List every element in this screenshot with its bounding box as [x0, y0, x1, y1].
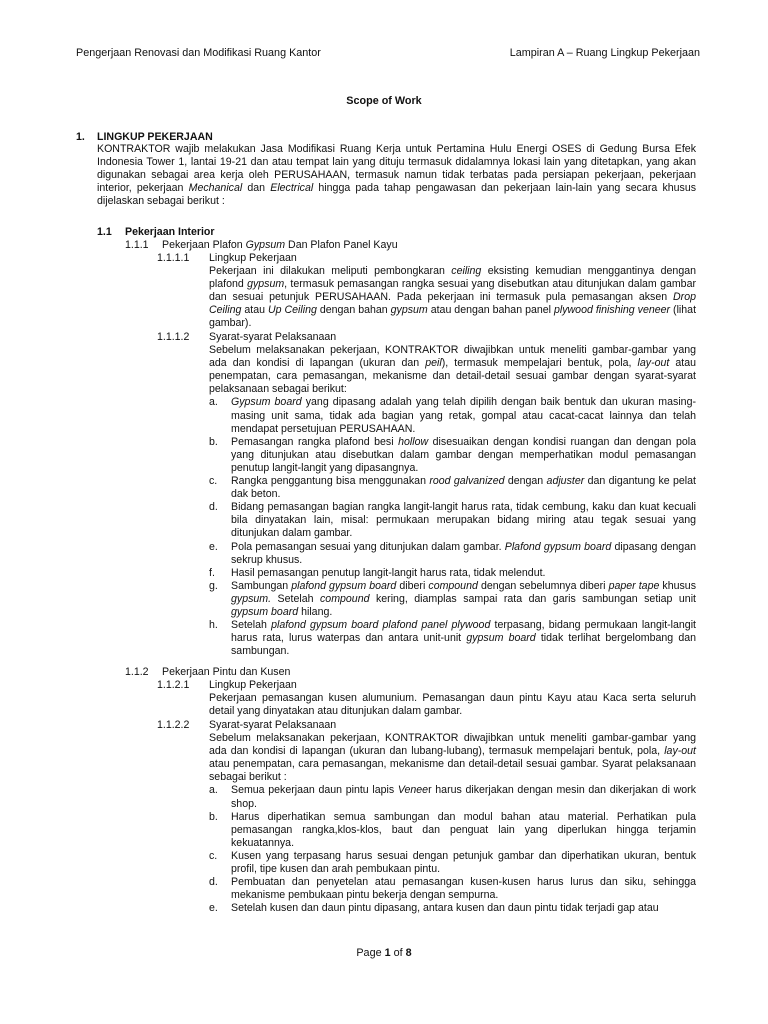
list-text-italic: compound: [320, 592, 370, 605]
list-text-italic: Plafond gypsum board: [504, 540, 612, 553]
subsection-title: Lingkup Pekerjaan: [209, 252, 297, 264]
list-text: [231, 811, 696, 850]
body-text: eksisting kemudian menggantinya dengan plafond: [209, 265, 697, 291]
subsection-heading: [157, 252, 696, 265]
list-text-italic: gypsum board: [466, 632, 536, 645]
list-text: [231, 567, 696, 580]
list-text-part: hilang.: [298, 605, 333, 618]
body-italic: ceiling: [451, 265, 482, 278]
subsection-number: 1.1.1.1: [157, 252, 190, 264]
list-item: [209, 850, 696, 876]
list-text-part: kering, diamplas sampai rata dan garis sambungan setiap unit: [369, 592, 696, 605]
subsection-heading: [157, 331, 696, 344]
subsection-1-1-2: [125, 666, 696, 679]
page-total: 8: [405, 947, 412, 959]
list-text-part: Setelah: [271, 592, 320, 605]
list-marker: f.: [209, 566, 215, 579]
subsection-title: Pekerjaan Interior: [125, 226, 215, 238]
label-text: Dan Plafon Panel Kayu: [285, 239, 398, 251]
list-text: [231, 501, 696, 540]
list-marker: h.: [209, 619, 218, 632]
section-number: 1.: [76, 131, 85, 143]
list-item: [209, 580, 696, 619]
list-text-part: disesuaikan dengan kondisi ruangan dan dengan pola yang ditunjukan atau disebutkan dalam gambar dengan memperhatikan modul pemasangan penutup langit-langit yang dipasangnya.: [231, 435, 696, 474]
list-item: [209, 784, 696, 810]
body-italic: plywood finishing veneer: [553, 304, 671, 317]
list-text-part: Harus diperhatikan semua sambungan dan modul bahan atau material. Perhatikan pula pemasangan rangka,klos-klos, baut dan penguat lain yang diperlukan hingga terjamin kekuatannya.: [231, 810, 696, 849]
section-1-intro: [97, 143, 696, 208]
body-text: Pekerjaan ini dilakukan meliputi pembongkaran: [209, 265, 452, 278]
list-marker: a.: [209, 396, 218, 409]
list-text-part: Setelah kusen dan daun pintu dipasang, antara kusen dan daun pintu tidak terjadi gap atau: [231, 902, 659, 915]
subsection-body: Pekerjaan pemasangan kusen alumunium. Pemasangan daun pintu Kayu atau Kaca serta seluruh detail yang dinyatakan atau ditunjukan dalam gambar.: [209, 692, 696, 718]
subsection-1-1-2-2: [157, 719, 696, 915]
list-text-part: Rangka penggantung bisa menggunakan: [231, 475, 430, 488]
intro-italic: Electrical: [270, 182, 314, 195]
body-text: , termasuk pemasangan rangka sesuai yang disebutkan atau ditunjukan dalam gambar dan sesuai petunjuk PERUSAHAAN. Pada pekerjaan ini termasuk pula pemasangan aksen: [209, 278, 696, 304]
list-text-italic: Gypsum board: [231, 396, 302, 409]
subsection-title: Lingkup Pekerjaan: [209, 679, 297, 691]
list-marker: a.: [209, 784, 218, 797]
subsection-number: 1.1.2: [125, 666, 149, 678]
body-italic: Drop Ceiling: [209, 291, 696, 317]
subsection-heading: [97, 226, 696, 239]
subsection-title: Syarat-syarat Pelaksanaan: [209, 331, 337, 343]
body-italic: gypsum: [390, 304, 428, 317]
list-text-part: dipasang dengan sekrup khusus.: [231, 540, 696, 566]
list-marker: e.: [209, 540, 218, 553]
list-marker: d.: [209, 876, 218, 889]
list-text-part: Pemasangan rangka plafond besi: [231, 435, 399, 448]
list-text: [231, 902, 696, 915]
subsection-body: [209, 265, 696, 330]
header-left: Pengerjaan Renovasi dan Modifikasi Ruang Kantor: [76, 47, 321, 59]
subsection-title: Syarat-syarat Pelaksanaan: [209, 719, 337, 731]
list-text: [231, 619, 696, 658]
list-marker: g.: [209, 579, 218, 592]
footer-text: of: [390, 947, 406, 959]
list-item: [209, 436, 696, 475]
body-text: atau penempatan, cara pemasangan, mekanisme dan detail-detail sesuai gambar dengan syarat-syarat pelaksanaan sebagai berikut:: [209, 357, 697, 396]
list-text: [231, 436, 696, 475]
body-text: atau penempatan, cara pemasangan, mekanisme dan detail-detail sesuai gambar. Syarat pelaksanaan sebagai berikut :: [209, 758, 696, 784]
subsection-1-1-1-2: [157, 331, 696, 658]
subsection-body: [209, 732, 696, 784]
list-text-italic: paper tape: [608, 579, 660, 592]
list-text-italic: hollow: [398, 435, 429, 448]
intro-text: dan: [242, 182, 271, 195]
list-text-part: tidak terlihat bergelombang dan sambungan.: [231, 632, 696, 658]
body-text: dengan bahan: [316, 304, 391, 317]
list-text: [231, 475, 696, 501]
list-item: [209, 541, 696, 567]
label-italic: Gypsum: [245, 239, 286, 251]
list-marker: e.: [209, 902, 218, 915]
list-text-part: Sambungan: [231, 579, 292, 592]
list-marker: c.: [209, 849, 218, 862]
list-text-italic: gypsum board: [231, 605, 299, 618]
body-italic: peil: [425, 357, 442, 370]
footer-text: Page: [356, 947, 385, 959]
subsection-body: [209, 344, 696, 396]
list-text-part: terpasang, bidang permukaan langit-langit harus rata, lurus waterpas dan antara unit-unit: [231, 619, 697, 645]
list-text: [231, 876, 696, 902]
section-title: LINGKUP PEKERJAAN: [97, 131, 213, 143]
body-text: atau dengan bahan panel: [427, 304, 554, 317]
body-text: Sebelum melaksanakan pekerjaan, KONTRAKTOR diwajibkan untuk meneliti gambar-gambar yang ada dan kondisi di lapangan (ukuran dan: [209, 344, 696, 370]
intro-text: hingga pada tahap pengawasan dan pekerjaan lain-lain yang secara khusus dijelaskan sebagai berikut :: [97, 182, 697, 208]
list-text-italic: plafond gypsum board plafond panel plywood: [271, 619, 491, 632]
subsection-1-1: [97, 226, 696, 239]
list-text: [231, 850, 696, 876]
list-text-italic: rood galvanized: [429, 475, 505, 488]
requirements-list: [209, 784, 696, 915]
list-item: [209, 902, 696, 915]
subsection-heading: [125, 239, 696, 252]
subsection-heading: [125, 666, 696, 679]
list-text-part: Pembuatan dan penyetelan atau pemasangan kusen-kusen harus lurus dan siku, sehingga mekanisme pembukaan pintu bekerja dengan sempurna.: [231, 876, 696, 902]
subsection-title: [162, 239, 398, 252]
list-item: [209, 475, 696, 501]
body-text: (lihat gambar).: [209, 304, 697, 330]
subsection-1-1-1: [125, 239, 696, 252]
body-text: ), termasuk mempelajari bentuk, pola,: [441, 357, 638, 370]
list-marker: b.: [209, 435, 218, 448]
list-text-part: yang dipasang adalah yang telah dipilih dengan baik bentuk dan ukuran masing-masing unit sama, tidak ada bagian yang retak, gompal atau cacat-cacat lainnya dan telah mendapat persetujuan PERUSAHAAN.: [231, 396, 696, 435]
list-text-part: khusus: [659, 579, 697, 592]
body-text: atau: [241, 304, 268, 317]
list-item: [209, 876, 696, 902]
subsection-number: 1.1.1.2: [157, 331, 190, 343]
list-text-part: diberi: [396, 579, 429, 592]
subsection-1-1-1-1: [157, 252, 696, 331]
list-text-part: dengan sebelumnya diberi: [477, 579, 609, 592]
list-text: [231, 580, 696, 619]
list-text-italic: compound: [428, 579, 478, 592]
page-number: 1: [384, 947, 391, 959]
list-item: [209, 501, 696, 540]
list-text-italic: Venee: [397, 784, 429, 797]
page-footer: [0, 947, 768, 959]
list-text-part: Bidang pemasangan bagian rangka langit-langit harus rata, tidak cembung, kaku dan kuat kecuali bila dinyatakan lain, misal: permukaan merupakan bidang miring atau tegak sesuai yang ditunjukan dalam gambar.: [231, 501, 696, 540]
intro-italic: Mechanical: [188, 182, 243, 195]
list-item: [209, 619, 696, 658]
list-text: [231, 396, 696, 435]
list-marker: c.: [209, 475, 218, 488]
subsection-number: 1.1.2.1: [157, 679, 190, 691]
list-marker: b.: [209, 810, 218, 823]
list-text-italic: adjuster: [546, 475, 585, 488]
list-marker: d.: [209, 501, 218, 514]
subsection-number: 1.1.1: [125, 239, 149, 251]
list-text: [231, 541, 696, 567]
subsection-title: Pekerjaan Pintu dan Kusen: [162, 666, 291, 678]
subsection-1-1-2-1: [157, 679, 696, 718]
list-text-italic: plafond gypsum board: [291, 579, 397, 592]
list-text-part: Setelah: [231, 619, 272, 632]
body-italic: lay-out: [664, 745, 696, 758]
subsection-heading: [157, 679, 696, 692]
list-item: [209, 567, 696, 580]
list-item: [209, 811, 696, 850]
header-right: Lampiran A – Ruang Lingkup Pekerjaan: [509, 47, 700, 59]
list-item: [209, 396, 696, 435]
section-1: [76, 131, 696, 208]
list-text-part: Pola pemasangan sesuai yang ditunjukan dalam gambar.: [231, 540, 505, 553]
list-text-part: Kusen yang terpasang harus sesuai dengan petunjuk gambar dan diperhatikan ukuran, bentuk profil, tipe kusen dan arah pembukaan pintu.: [231, 849, 696, 876]
subsection-number: 1.1: [97, 226, 112, 238]
body-text: Sebelum melaksanakan pekerjaan, KONTRAKTOR diwajibkan untuk meneliti gambar-gambar yang ada dan kondisi di lapangan (ukuran dan lubang-lubang), termasuk mempelajari bentuk, pola,: [209, 732, 696, 758]
subsection-number: 1.1.2.2: [157, 719, 190, 731]
list-text-part: dengan: [504, 475, 547, 488]
label-text: Pekerjaan Plafon: [162, 239, 246, 251]
list-text-part: Hasil pemasangan penutup langit-langit harus rata, tidak melendut.: [231, 566, 546, 579]
list-text-italic: gypsum.: [231, 592, 272, 605]
list-text: [231, 784, 696, 810]
body-italic: gypsum: [247, 278, 285, 291]
subsection-heading: [157, 719, 696, 732]
list-text-part: r harus dikerjakan dengan mesin dan dikerjakan di work shop.: [231, 784, 697, 810]
page-title: Scope of Work: [346, 95, 422, 107]
section-1-heading: [76, 131, 696, 143]
body-italic: lay-out: [637, 357, 670, 370]
body-italic: Up Ceiling: [267, 304, 317, 317]
requirements-list: [209, 396, 696, 658]
intro-text: KONTRAKTOR wajib melakukan Jasa Modifikasi Ruang Kerja untuk Pertamina Hulu Energi OSES di Gedung Bursa Efek Indonesia Tower 1, lantai 19-21 dan atau tempat lain yang dituju termasuk didalamnya lokasi lain yang ditetapkan, yang akan digunakan sebagai area kerja oleh PERUSAHAAN, termasuk namun tidak terbatas pada persiapan pekerjaan, pekerjaan interior, pekerjaan: [97, 143, 696, 195]
list-text-part: dan digantung ke pelat dak beton.: [231, 475, 696, 501]
list-text-part: Semua pekerjaan daun pintu lapis: [231, 784, 398, 797]
